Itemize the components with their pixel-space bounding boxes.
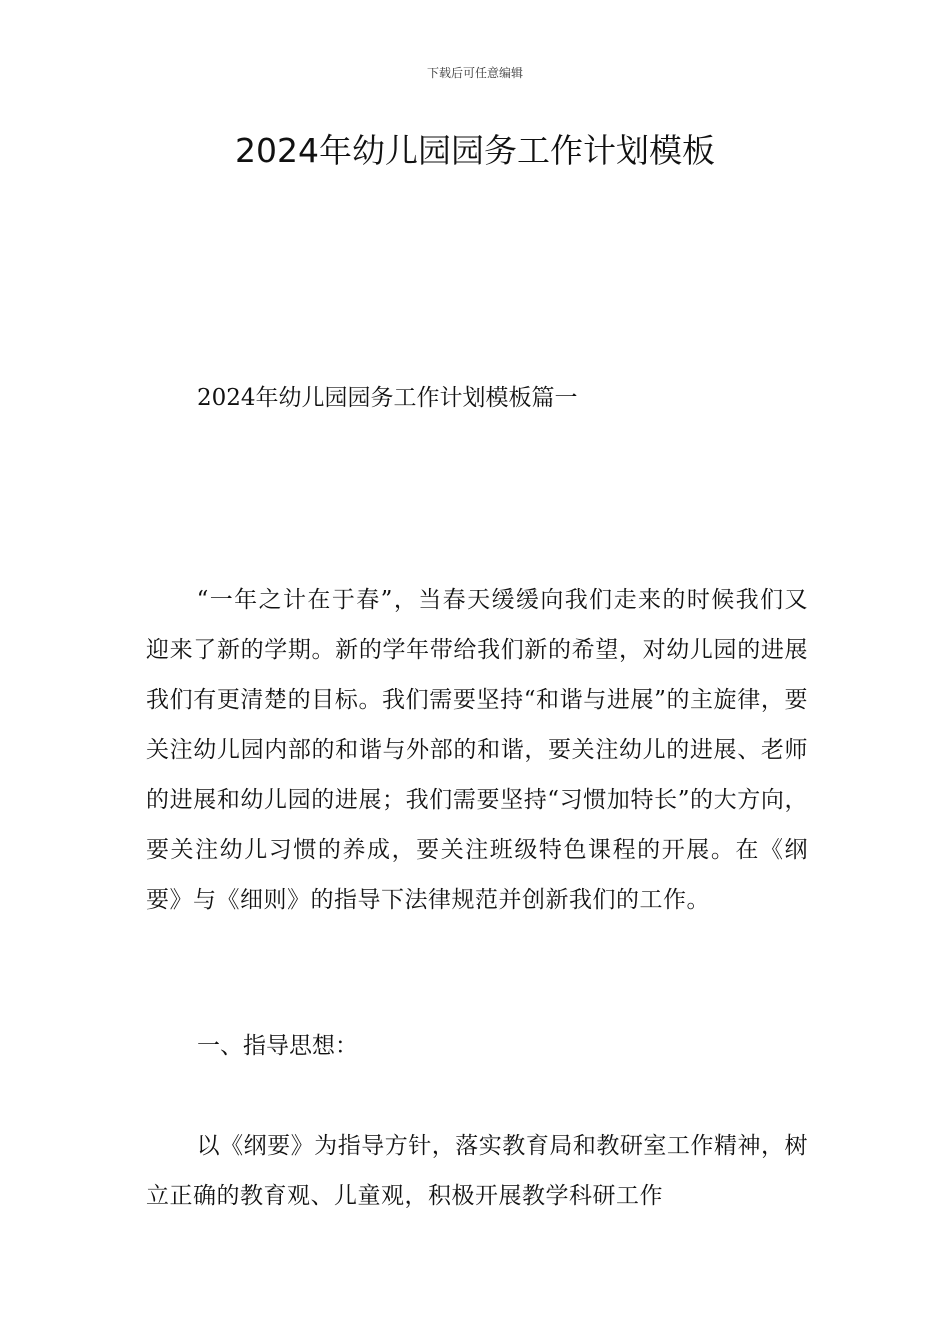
header-note: 下载后可任意编辑 bbox=[426, 66, 523, 80]
paragraph-guiding-ideology: 以《纲要》为指导方针，落实教育局和教研室工作精神，树立正确的教育观、儿童观，积极开展教学科研工作 bbox=[146, 1133, 808, 1209]
section-title: 2024年幼儿园园务工作计划模板篇一 bbox=[197, 385, 578, 411]
paragraph-intro: “一年之计在于春”，当春天缓缓向我们走来的时候我们又迎来了新的学期。新的学年带给我们新的希望，对幼儿园的进展我们有更清楚的目标。我们需要坚持“和谐与进展”的主旋律，要关注幼儿园内部的和谐与外部的和谐，要关注幼儿的进展、老师的进展和幼儿园的进展；我们需要坚持“习惯加特长”的大方向，要关注幼儿习惯的养成，要关注班级特色课程的开展。在《纲要》与《细则》的指导下法律规范并创新我们的工作。 bbox=[146, 587, 808, 913]
heading-guiding-ideology: 一、指导思想： bbox=[197, 1033, 358, 1059]
document-title: 2024年幼儿园园务工作计划模板 bbox=[235, 131, 715, 170]
